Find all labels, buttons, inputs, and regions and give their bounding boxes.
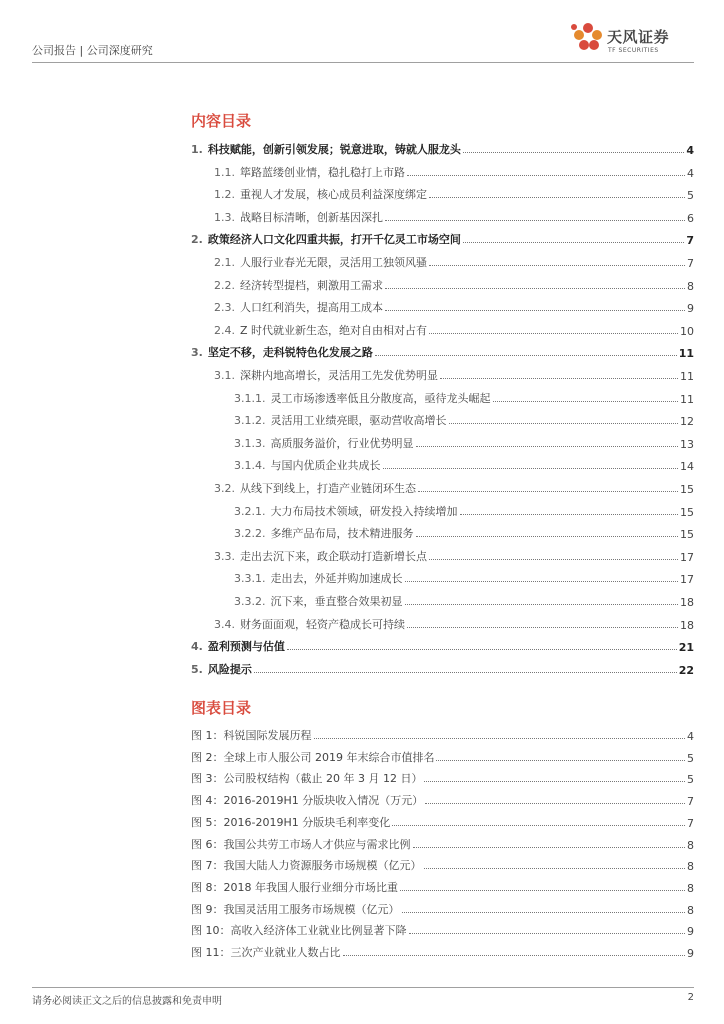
dot-leader	[287, 649, 677, 650]
toc-entry-title: 经济转型提档，刺激用工需求	[240, 278, 383, 292]
toc-entry-page: 18	[680, 596, 694, 609]
dot-leader	[429, 333, 678, 334]
toc-entry-title: 高质服务溢价，行业优势明显	[270, 436, 414, 450]
dot-leader	[436, 760, 685, 761]
toc-entry-number: 3.3.	[214, 549, 235, 563]
toc-entry-page: 22	[678, 663, 694, 677]
toc-entry-number: 2.4.	[214, 323, 235, 337]
figure-entry-page: 9	[687, 947, 694, 960]
figure-entry-title: 图 11：三次产业就业人数占比	[191, 946, 341, 959]
dot-leader	[383, 468, 679, 469]
dot-leader	[385, 220, 685, 221]
toc-entry-title: 大力布局技术领域，研发投入持续增加	[270, 504, 458, 518]
toc-entry-page: 8	[687, 279, 694, 293]
toc-entry-page: 7	[686, 234, 694, 248]
dot-leader	[405, 581, 679, 582]
toc-entry-page: 12	[680, 415, 694, 429]
figure-entry-title: 图 10：高收入经济体工业就业比例显著下降	[191, 924, 407, 938]
toc-entry-number: 3.1.3.	[234, 436, 266, 450]
dot-leader	[413, 847, 686, 848]
dot-leader	[407, 627, 678, 628]
dot-leader	[418, 491, 678, 492]
toc-entry-number: 3.2.2.	[234, 527, 266, 541]
figure-entry-title: 图 5：2016-2019H1 分版块毛利率变化	[191, 815, 391, 829]
dot-leader	[402, 912, 686, 913]
toc-entry[interactable]	[234, 591, 694, 609]
dot-leader	[429, 265, 685, 266]
dot-leader	[314, 738, 686, 739]
figure-entry-title: 图 1：科锐国际发展历程	[191, 729, 312, 742]
toc-entry[interactable]	[214, 184, 694, 202]
toc-entry-page: 15	[680, 505, 694, 519]
figure-entry[interactable]	[191, 942, 694, 960]
toc-entry-page: 11	[680, 392, 694, 406]
toc-entry[interactable]	[214, 478, 694, 496]
toc-entry-number: 3.	[191, 346, 203, 360]
toc-entry[interactable]	[234, 433, 694, 451]
toc-entry-number: 3.1.4.	[234, 459, 266, 473]
toc-entry-page: 6	[687, 211, 694, 225]
dot-leader	[493, 401, 679, 402]
figure-entry[interactable]	[191, 812, 694, 830]
figure-entry-title: 图 4：2016-2019H1 分版块收入情况（万元）	[191, 794, 424, 808]
figure-entry[interactable]	[191, 899, 694, 917]
toc-entry-page: 13	[680, 437, 694, 451]
figure-entry-title: 图 3：公司股权结构（截止 20 年 3 月 12 日）	[191, 772, 423, 786]
dot-leader	[385, 288, 685, 289]
toc-entry-page: 11	[680, 370, 694, 383]
toc-entry-number: 3.2.	[214, 482, 235, 495]
footer-divider	[32, 987, 694, 988]
toc-entry-page: 17	[680, 573, 694, 587]
toc-entry-title: 走出去，外延并购加速成长	[270, 572, 403, 586]
flower-icon	[571, 23, 602, 50]
toc-entry-title: 灵工市场渗透率低且分散度高，亟待龙头崛起	[270, 391, 491, 405]
toc-entry-title: 沉下来，垂直整合效果初显	[270, 595, 403, 608]
header-divider	[32, 62, 694, 63]
toc-entry-number: 2.	[191, 233, 203, 247]
toc-entry-title: 筚路蓝缕创业情，稳扎稳打上市路	[240, 165, 405, 179]
toc-entry-page: 15	[680, 528, 694, 542]
toc-entry-title: 政策经济人口文化四重共振，打开千亿灵工市场空间	[207, 233, 461, 247]
toc-entry-number: 1.1.	[214, 165, 235, 179]
toc-entry[interactable]	[191, 139, 694, 157]
dot-leader	[343, 955, 686, 956]
dot-leader	[429, 197, 685, 198]
dot-leader	[407, 175, 685, 176]
figure-entry-page: 7	[687, 795, 694, 809]
toc-entry[interactable]	[191, 636, 694, 654]
toc-entry-page: 11	[678, 347, 694, 361]
toc-entry[interactable]	[234, 568, 694, 586]
dot-leader	[463, 152, 685, 153]
figure-entry-page: 5	[687, 751, 694, 765]
toc-entry-number: 3.1.1.	[234, 391, 266, 405]
figure-entry-title: 图 8：2018 年我国人服行业细分市场比重	[191, 880, 398, 894]
toc-entry-number: 4.	[191, 640, 203, 654]
toc-entry-page: 21	[678, 641, 694, 655]
toc-entry-title: 盈利预测与估值	[207, 640, 285, 654]
toc-entry[interactable]	[214, 162, 694, 180]
toc-entry-number: 2.3.	[214, 301, 235, 315]
figure-entry-page: 8	[687, 838, 694, 852]
toc-entry-title: 人口红利消失，提高用工成本	[240, 301, 383, 315]
toc-entry-number: 5.	[191, 662, 203, 676]
dot-leader	[385, 310, 685, 311]
toc-entry-number: 3.4.	[214, 617, 235, 631]
toc-entry-number: 3.1.2.	[234, 414, 266, 428]
figure-entry[interactable]	[191, 855, 694, 873]
figure-entry-page: 4	[687, 730, 694, 743]
toc-entry[interactable]	[234, 410, 694, 428]
toc-entry-page: 14	[680, 460, 694, 474]
disclaimer: 请务必阅读正文之后的信息披露和免责申明	[32, 996, 222, 1007]
figure-entry-page: 5	[687, 773, 694, 787]
toc-entry-number: 3.3.1.	[234, 572, 266, 586]
toc-entry-title: 从线下到线上，打造产业链闭环生态	[240, 482, 416, 495]
toc-entry-page: 4	[686, 144, 694, 157]
dot-leader	[400, 890, 685, 891]
toc-entry-title: 多维产品布局，技术精进服务	[270, 527, 414, 541]
dot-leader	[416, 446, 679, 447]
toc-entry-number: 3.2.1.	[234, 504, 266, 518]
toc-entry[interactable]	[191, 659, 694, 677]
report-type-label: 公司报告 | 公司深度研究	[32, 44, 153, 57]
toc-entry-number: 2.1.	[214, 256, 235, 269]
toc-entry-title: 风险提示	[207, 662, 252, 676]
toc-entry-page: 9	[687, 302, 694, 316]
toc-entry[interactable]	[214, 546, 694, 564]
dot-leader	[440, 378, 678, 379]
dot-leader	[425, 803, 685, 804]
toc-entry[interactable]	[214, 614, 694, 632]
toc-entry-title: Z 时代就业新生态，绝对自由相对占有	[240, 323, 428, 337]
brand-subtitle: TF SECURITIES	[608, 47, 659, 54]
dot-leader	[463, 242, 685, 243]
toc-entry-page: 10	[680, 324, 694, 338]
toc-entry-page: 4	[687, 166, 694, 180]
figure-entry[interactable]	[191, 877, 694, 895]
page-number: 2	[687, 992, 694, 1003]
toc-entry-number: 2.2.	[214, 278, 235, 292]
toc-entry-number: 1.	[191, 143, 203, 156]
toc-entry-page: 7	[687, 257, 694, 270]
dot-leader	[254, 672, 677, 673]
figure-entry-page: 8	[687, 903, 694, 917]
figure-entry[interactable]	[191, 768, 694, 786]
toc-entry-number: 1.3.	[214, 210, 235, 224]
figure-entry-title: 图 9：我国灵活用工服务市场规模（亿元）	[191, 902, 400, 916]
figure-entry-title: 图 6：我国公共劳工市场人才供应与需求比例	[191, 837, 411, 851]
toc-entry[interactable]	[234, 501, 694, 519]
toc-entry-page: 5	[687, 189, 694, 203]
toc-entry-title: 科技赋能，创新引领发展；锐意进取，铸就人服龙头	[207, 143, 461, 156]
toc-entry[interactable]	[214, 320, 694, 338]
toc-entry-title: 深耕内地高增长，灵活用工先发优势明显	[240, 369, 438, 382]
dot-leader	[409, 933, 686, 934]
toc-entry-number: 3.1.	[214, 369, 235, 382]
toc-entry[interactable]	[234, 455, 694, 473]
dot-leader	[375, 355, 677, 356]
figure-entry[interactable]	[191, 725, 694, 743]
dot-leader	[392, 825, 685, 826]
toc-entry-number: 1.2.	[214, 188, 235, 202]
dot-leader	[424, 868, 686, 869]
figure-entry[interactable]	[191, 790, 694, 808]
toc-entry-page: 15	[680, 483, 694, 496]
figure-entry-page: 9	[687, 925, 694, 939]
toc-entry-title: 走出去沉下来，政企联动打造新增长点	[240, 549, 427, 563]
toc-title: 内容目录	[191, 112, 252, 130]
brand-name: 天风证券	[607, 28, 670, 46]
toc-entry-title: 战略目标清晰，创新基因深扎	[240, 210, 383, 224]
dot-leader	[424, 781, 685, 782]
figure-entry-title: 图 2：全球上市人服公司 2019 年末综合市值排名	[191, 750, 435, 764]
toc-entry[interactable]	[234, 388, 694, 406]
dot-leader	[449, 423, 679, 424]
figure-entry-page: 8	[687, 881, 694, 895]
toc-entry-title: 重视人才发展，核心成员利益深度绑定	[240, 188, 427, 202]
figures-title: 图表目录	[191, 699, 252, 717]
figure-entry[interactable]	[191, 920, 694, 938]
figure-entry[interactable]	[191, 747, 694, 765]
toc-entry-title: 人服行业春光无限，灵活用工独领风骚	[240, 256, 427, 269]
figure-entry-page: 8	[687, 860, 694, 874]
toc-entry[interactable]	[214, 275, 694, 293]
toc-entry[interactable]	[214, 365, 694, 383]
toc-entry[interactable]	[214, 297, 694, 315]
toc-entry-title: 坚定不移，走科锐特色化发展之路	[207, 346, 373, 360]
toc-entry-page: 17	[680, 550, 694, 564]
figure-entry[interactable]	[191, 834, 694, 852]
dot-leader	[460, 514, 679, 515]
toc-entry[interactable]	[214, 207, 694, 225]
toc-entry[interactable]	[191, 229, 694, 247]
dot-leader	[416, 536, 679, 537]
toc-entry-title: 灵活用工业绩亮眼，驱动营收高增长	[270, 414, 447, 428]
toc-entry[interactable]	[191, 342, 694, 360]
toc-entry-title: 与国内优质企业共成长	[270, 459, 381, 473]
toc-entry-page: 18	[680, 618, 694, 632]
figure-entry-title: 图 7：我国大陆人力资源服务市场规模（亿元）	[191, 859, 422, 873]
dot-leader	[405, 604, 679, 605]
toc-entry[interactable]	[234, 523, 694, 541]
figure-entry-page: 7	[687, 816, 694, 830]
toc-entry[interactable]	[214, 252, 694, 270]
toc-entry-title: 财务面面观，轻资产稳成长可持续	[240, 617, 405, 631]
toc-entry-number: 3.3.2.	[234, 595, 266, 608]
dot-leader	[429, 559, 678, 560]
